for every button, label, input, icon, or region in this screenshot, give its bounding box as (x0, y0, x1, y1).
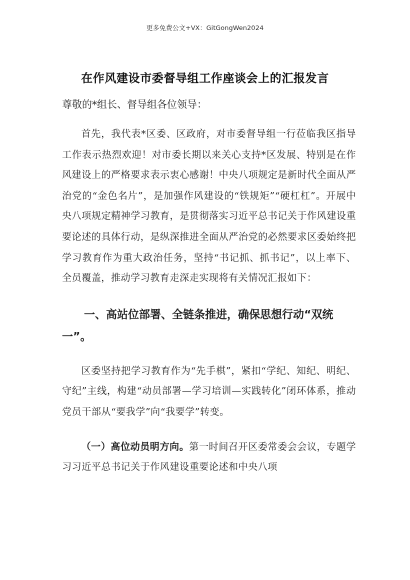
section-heading-1: 一、高站位部署、全链条推进，确保思想行动“双统一”。 (62, 307, 334, 343)
top-note: 更多免费公文+VX：GitGongWen2024 (146, 24, 264, 32)
sub-heading-text: 第一时间召开区委常委会会议，专题学习习近平总书记关于作风建设重要论述和中央八项 (62, 441, 356, 474)
document-title: 在作风建设市委督导组工作座谈会上的汇报发言 (81, 71, 329, 85)
salutation: 尊敬的*组长、督导组各位领导： (62, 100, 207, 111)
paragraph-section-1: 区委坚持把学习教育作为“先手棋”，紧扣“学纪、知纪、明纪、守纪”主线，构建“动员部署—学习培训—实践转化”闭环体系，推动党员干部从“要我学”向“我要学”转变。 (62, 365, 356, 418)
sub-section-paragraph (62, 438, 356, 479)
paragraph-opening: 首先，我代表*区委、区政府，对市委督导组一行莅临我区指导工作表示热烈欢迎！对市委长期以来关心支持*区发展、特别是在作风建设上的严格要求表示衷心感谢！中央八项规定是新时代全面从严治党的“金色名片”，是加强作风建设的“铁规矩”“硬杠杠”。开展中央八项规定精神学习教育，是贯彻落实习近平总书记关于作风建设重要论述的具体行动，是纵深推进全面从严治党的必然要求区委始终把学习教育作为重大政治任务，坚持“书记抓、抓书记”，以上率下、全员覆盖，推动学习教育走深走实现将有关情况汇报如下： (62, 129, 356, 285)
document-body (62, 97, 356, 493)
sub-heading-lead: （一）高位动员明方向。 (81, 441, 190, 453)
